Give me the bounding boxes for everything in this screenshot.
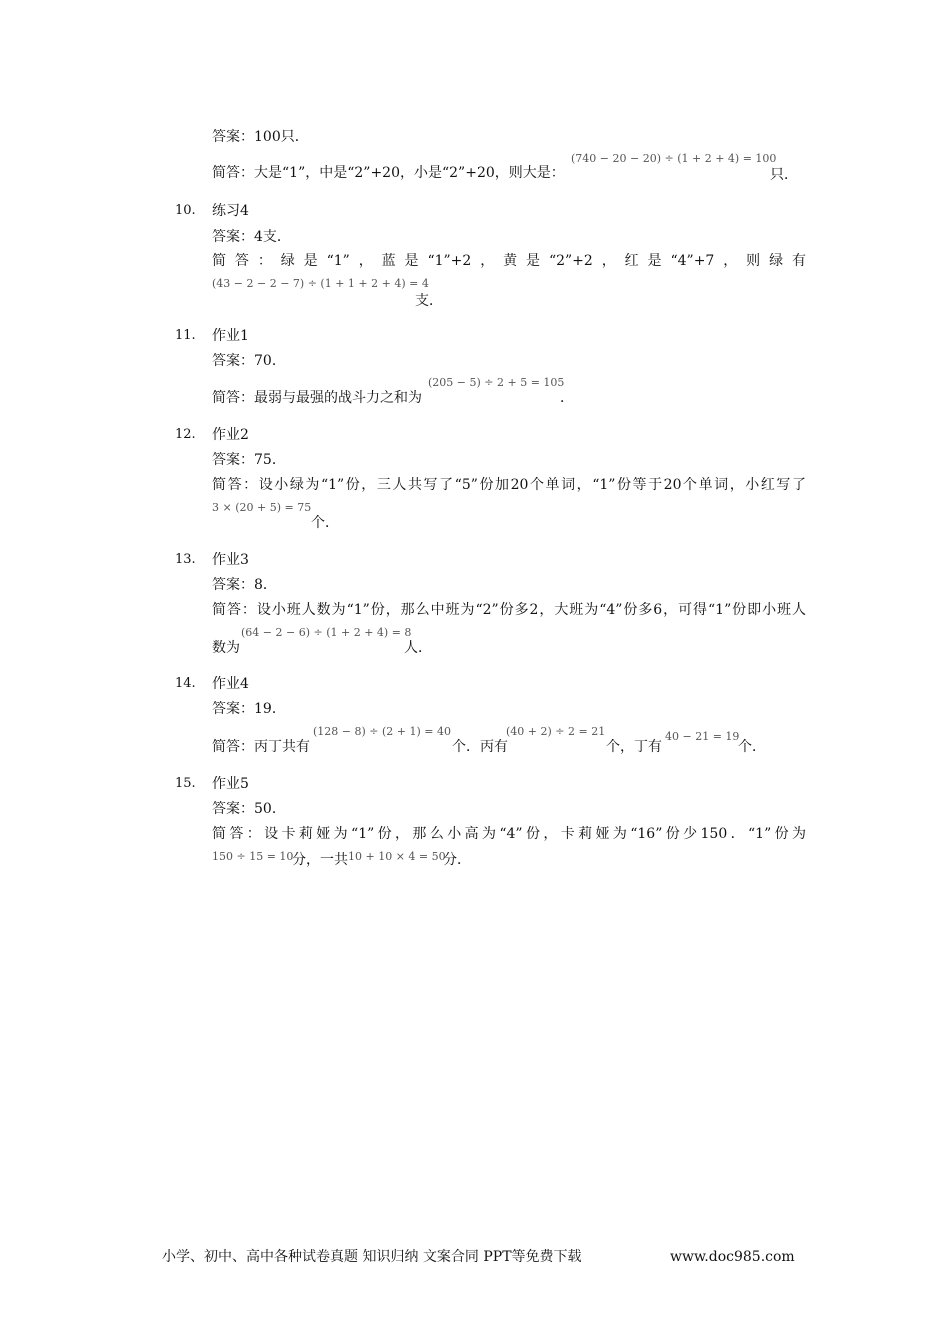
item-number: 11. (175, 328, 196, 343)
item-title: 作业3 (212, 552, 249, 568)
formula: 10 + 10 × 4 = 50 (348, 850, 446, 863)
item-number: 15. (175, 776, 196, 791)
brief-answer: 简答：大是“1”，中是“2”+20，小是“2”+20，则大是： (212, 165, 565, 181)
item-title: 作业1 (212, 328, 249, 344)
brief-mid: 个，丁有 (606, 739, 662, 755)
brief-answer: 简答：最弱与最强的战斗力之和为 (212, 390, 422, 406)
formula: 150 ÷ 15 = 10 (212, 850, 294, 863)
item-title: 练习4 (212, 203, 249, 219)
answer-line: 答案：4支． (212, 229, 291, 245)
brief-answer: 简答：设卡莉娅为“1”份，那么小高为“4”份，卡莉娅为“16”份少150．“1”份为 (212, 826, 806, 842)
footer-url[interactable]: www.doc985.com (670, 1249, 795, 1265)
formula: 3 × (20 + 5) = 75 (212, 501, 312, 514)
answer-line: 答案：8． (212, 577, 277, 593)
brief-mid: 个．丙有 (452, 739, 508, 755)
brief-answer: 简答：绿是“1”，蓝是“1”+2，黄是“2”+2，红是“4”+7，则绿有 (212, 253, 806, 269)
answer-line: 答案：75． (212, 452, 286, 468)
answer-line: 答案：100只． (212, 129, 309, 145)
brief-suffix: 分． (443, 852, 471, 868)
answer-line: 答案：19． (212, 701, 286, 717)
formula: 40 − 21 = 19 (665, 730, 740, 743)
item-number: 12. (175, 427, 196, 442)
item-number: 10. (175, 203, 196, 218)
formula: (128 − 8) ÷ (2 + 1) = 40 (313, 725, 451, 738)
answer-line: 答案：70． (212, 353, 286, 369)
item-title: 作业5 (212, 776, 249, 792)
brief-suffix: 支． (415, 293, 443, 309)
brief-suffix: ． (560, 390, 574, 406)
brief-mid: 分，一共 (292, 852, 348, 868)
brief-answer: 简答：设小绿为“1”份，三人共写了“5”份加20个单词，“1”份等于20个单词，小红写了 (212, 477, 806, 493)
item-title: 作业4 (212, 676, 249, 692)
item-number: 14. (175, 676, 196, 691)
brief-suffix: 个． (311, 515, 339, 531)
formula: (740 − 20 − 20) ÷ (1 + 2 + 4) = 100 (571, 152, 777, 165)
item-number: 13. (175, 552, 196, 567)
formula: (205 − 5) ÷ 2 + 5 = 105 (428, 376, 565, 389)
brief-suffix: 人． (404, 640, 432, 656)
formula: (40 + 2) ÷ 2 = 21 (506, 725, 606, 738)
footer-text: 小学、初中、高中各种试卷真题 知识归纳 文案合同 PPT等免费下载 (162, 1249, 582, 1265)
item-title: 作业2 (212, 427, 249, 443)
brief-suffix: 个． (738, 739, 766, 755)
answer-line: 答案：50． (212, 801, 286, 817)
brief-suffix: 只． (770, 167, 798, 183)
brief-answer: 简答：丙丁共有 (212, 739, 310, 755)
brief-answer: 简答：设小班人数为“1”份，那么中班为“2”份多2，大班为“4”份多6，可得“1”份即小班人 (212, 602, 806, 618)
brief-answer-cont: 数为 (212, 640, 240, 656)
formula: (64 − 2 − 6) ÷ (1 + 2 + 4) = 8 (241, 626, 412, 639)
formula: (43 − 2 − 2 − 7) ÷ (1 + 1 + 2 + 4) = 4 (212, 277, 429, 290)
